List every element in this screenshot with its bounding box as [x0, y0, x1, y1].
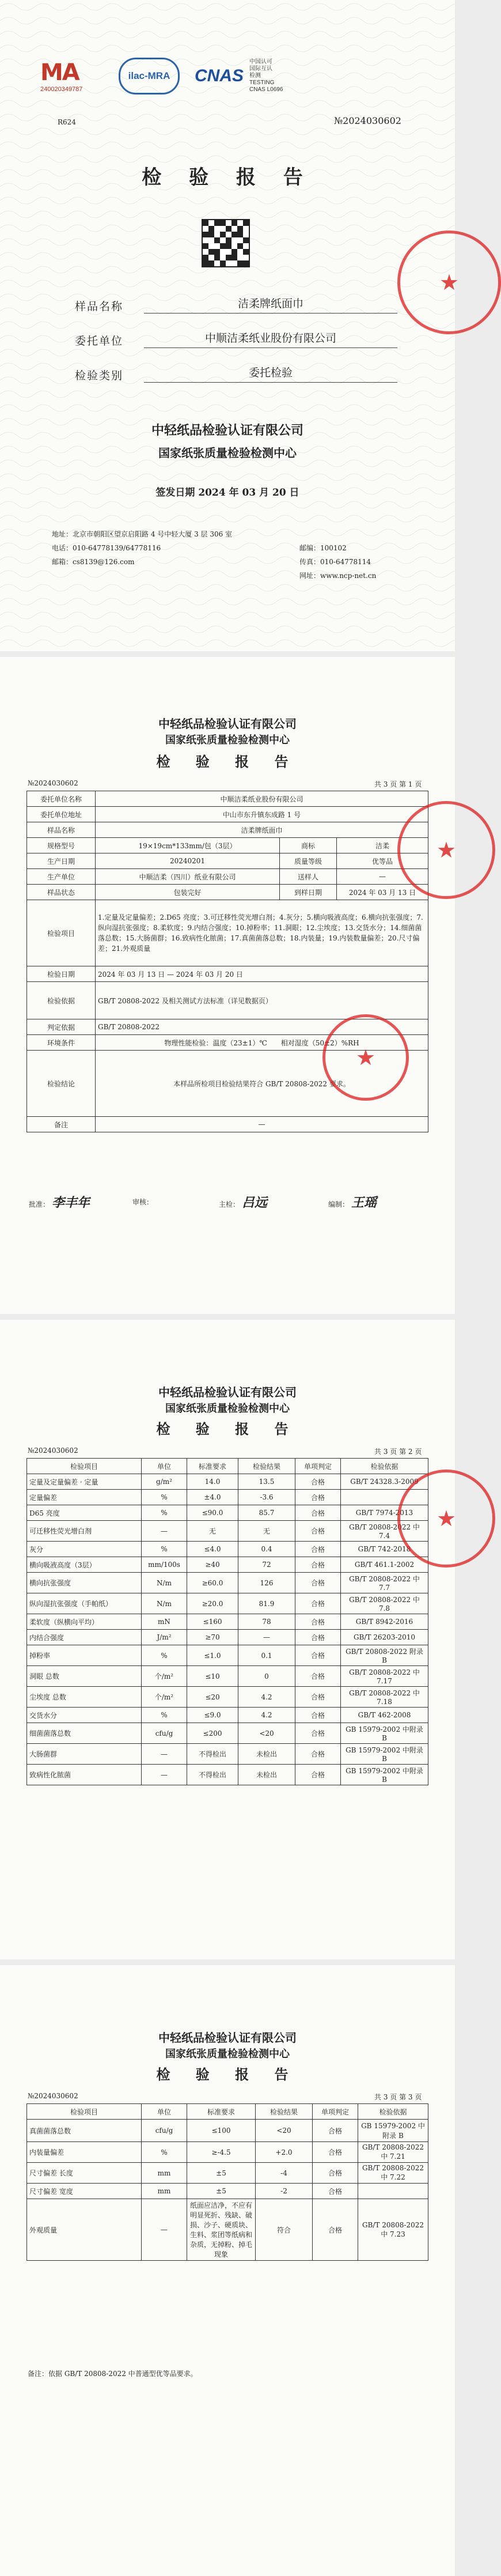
table-row — [27, 2120, 428, 2142]
table-cell: 致病性化脓菌 — [27, 1765, 142, 1785]
table-row — [27, 1505, 428, 1521]
table-cell: mm/100s — [142, 1557, 187, 1573]
table-row — [27, 1708, 428, 1723]
table-cell: % — [142, 2142, 187, 2163]
table-row — [27, 2184, 428, 2199]
qr-code — [202, 219, 250, 267]
table-cell: 大肠菌群 — [27, 1744, 142, 1765]
table-cell: GB 15979-2002 中附录 B — [341, 1723, 428, 1744]
table-cell: 合格 — [295, 1521, 341, 1542]
table-cell: 外观质量 — [27, 2199, 142, 2261]
table-cell: 合格 — [295, 1765, 341, 1785]
table-cell: GB/T 462-2008 — [341, 1708, 428, 1723]
table-cell: ≥60.0 — [187, 1573, 238, 1593]
table-cell: 无 — [187, 1521, 238, 1542]
table-cell: N/m — [142, 1593, 187, 1614]
table-row: 检验日期 2024 年 03 月 13 日 — 2024 年 03 月 20 日 — [27, 966, 428, 982]
table-cell: N/m — [142, 1573, 187, 1593]
table-row: 判定依据 GB/T 20808-2022 — [27, 1019, 428, 1035]
table-cell: 14.0 — [187, 1474, 238, 1490]
page-number: 共 3 页 第 2 页 — [374, 1448, 422, 1456]
table-cell: -2 — [256, 2184, 313, 2199]
table-row — [27, 1542, 428, 1557]
report-number: №2024030602 — [28, 779, 78, 787]
ilac-mra-logo: ilac-MRA — [119, 58, 180, 95]
table-row — [27, 1573, 428, 1593]
table-row — [27, 1666, 428, 1687]
cnas-logo: CNAS 中国认可 国际互认 检测 TESTING CNAS L0696 — [195, 59, 283, 93]
table-cell: GB 15979-2002 中附录 B — [341, 1765, 428, 1785]
cover-page — [0, 0, 460, 651]
table-cell: GB/T 20808-2022 中 7.18 — [341, 1687, 428, 1708]
table-cell: % — [142, 1708, 187, 1723]
table-row — [27, 1630, 428, 1645]
table-cell: mN — [142, 1614, 187, 1630]
table-cell: 个/m² — [142, 1666, 187, 1687]
table-cell: mm — [142, 2163, 187, 2184]
results-table-2 — [26, 2103, 428, 2261]
table-cell: 纸面应洁净，不应有明显死折、残缺、破损、沙子、硬质块、生料、浆团等纸病和杂质，无掉粉、掉毛现象 — [187, 2199, 256, 2261]
table-cell: cfu/g — [142, 2120, 187, 2142]
table-row — [27, 1645, 428, 1666]
table-row: 检验项目 1.定量及定量偏差；2.D65 亮度；3.可迁移性荧光增白剂；4.灰分；5.横向吸液高度；6.横向抗张强度；7.纵向湿抗张强度；8.柔软度；9.内结合强度；10.掉粉率；11.洞眼；12.尘埃度；13.交货水分；14.细菌菌落总数；15.大肠菌群；16.致病性化脓菌；17.真菌菌落总数；18.内装量；19.内装数量偏差；20.尺寸偏差；21.外观质量 — [27, 900, 428, 966]
report-page-2 — [0, 1320, 455, 1959]
table-cell: 内装量偏差 — [27, 2142, 142, 2163]
code-left: R624 — [58, 118, 76, 126]
table-cell: 合格 — [295, 1666, 341, 1687]
signature-review: 审核： — [132, 1198, 154, 1206]
table-cell: 横向吸液高度（3层） — [27, 1557, 142, 1573]
table-cell: ≥20.0 — [187, 1593, 238, 1614]
table-cell: GB/T 8942-2016 — [341, 1614, 428, 1630]
table-cell: -3.6 — [238, 1490, 295, 1505]
table-cell — [358, 2184, 428, 2199]
table-cell: 合格 — [313, 2199, 358, 2261]
table-cell: 未检出 — [238, 1765, 295, 1785]
table-cell: 81.9 — [238, 1593, 295, 1614]
table-row — [27, 2142, 428, 2163]
table-row: 委托单位地址 中山市东升镇东成路 1 号 — [27, 807, 428, 822]
table-cell: 洞眼 总数 — [27, 1666, 142, 1687]
official-seal-stamp: ★ — [397, 801, 495, 899]
table-cell: 0.1 — [238, 1645, 295, 1666]
table-row: 规格型号 19×19cm*133mm/包（3层） 商标 洁柔 — [27, 838, 428, 853]
table-row: 检验依据 GB/T 20808-2022 及相关测试方法标准（详见数据页） — [27, 982, 428, 1019]
table-row — [27, 1687, 428, 1708]
table-cell: 0 — [238, 1666, 295, 1687]
accreditation-logos — [40, 58, 283, 95]
report-page-1 — [0, 657, 455, 1314]
table-cell: 合格 — [295, 1614, 341, 1630]
table-cell: 合格 — [295, 1474, 341, 1490]
table-cell: 126 — [238, 1573, 295, 1593]
table-cell: GB/T 20808-2022 中 7.4 — [341, 1521, 428, 1542]
table-row — [27, 1765, 428, 1785]
table-row: 生产日期 20240201 质量等级 优等品 — [27, 853, 428, 869]
table-cell: — — [142, 1521, 187, 1542]
table-cell: 横向抗张强度 — [27, 1573, 142, 1593]
table-cell: ≤160 — [187, 1614, 238, 1630]
table-cell: % — [142, 1505, 187, 1521]
address-left: 地址：北京市朝阳区望京启阳路 4 号中轻大厦 3 层 306 室 电话：010-64778139/64778116 邮箱：cs8139@126.com — [52, 530, 233, 566]
table-cell: GB/T 20808-2022 中 7.8 — [341, 1593, 428, 1614]
table-row — [27, 1614, 428, 1630]
table-cell: 灰分 — [27, 1542, 142, 1557]
report-number: №2024030602 — [28, 1446, 78, 1455]
table-cell: ≤100 — [187, 2120, 256, 2142]
table-cell: 定量及定量偏差 · 定量 — [27, 1474, 142, 1490]
table-cell: 72 — [238, 1557, 295, 1573]
table-cell: — — [142, 1765, 187, 1785]
table-cell: 合格 — [295, 1490, 341, 1505]
table-cell: 尘埃度 总数 — [27, 1687, 142, 1708]
table-cell: ≤10 — [187, 1666, 238, 1687]
table-cell: ≤200 — [187, 1723, 238, 1744]
table-cell: 合格 — [313, 2184, 358, 2199]
table-cell: 13.5 — [238, 1474, 295, 1490]
table-header: 检验项目 单位 标准要求 检验结果 单项判定 检验依据 — [27, 2104, 428, 2120]
table-row: 样品状态 包装完好 到样日期 2024 年 03 月 13 日 — [27, 885, 428, 900]
table-cell: 85.7 — [238, 1505, 295, 1521]
table-cell: 合格 — [313, 2142, 358, 2163]
org-name: 中轻纸品检验认证有限公司 — [158, 717, 297, 731]
table-cell: GB 15979-2002 中附录 B — [341, 1744, 428, 1765]
report-number: №2024030602 — [334, 115, 401, 126]
table-cell: ≥70 — [187, 1630, 238, 1645]
table-cell: GB/T 20808-2022 中 7.17 — [341, 1666, 428, 1687]
table-cell: % — [142, 1490, 187, 1505]
table-row: 备注 — — [27, 1117, 428, 1132]
table-cell: GB/T 461.1-2002 — [341, 1557, 428, 1573]
table-cell: — — [238, 1630, 295, 1645]
page-title: 检 验 报 告 — [142, 166, 313, 189]
note: 备注：依据 GB/T 20808-2022 中普通型优等品要求。 — [28, 2370, 198, 2378]
table-cell: ≥-4.5 — [187, 2142, 256, 2163]
table-cell: 合格 — [313, 2163, 358, 2184]
table-row: 委托单位名称 中顺洁柔纸业股份有限公司 — [27, 791, 428, 807]
table-row — [27, 1744, 428, 1765]
table-cell: <20 — [256, 2120, 313, 2142]
table-row — [27, 1474, 428, 1490]
table-cell: GB/T 7974-2013 — [341, 1505, 428, 1521]
field-client: 委托单位 中顺洁柔纸业股份有限公司 — [75, 323, 397, 348]
table-cell: 不得检出 — [187, 1765, 238, 1785]
table-cell: % — [142, 1542, 187, 1557]
table-cell: 合格 — [295, 1687, 341, 1708]
table-cell: mm — [142, 2184, 187, 2199]
table-row: 检验结论 本样品所检项目检验结果符合 GB/T 20808-2022 要求。 — [27, 1051, 428, 1117]
table-cell: GB/T 20808-2022 中 7.7 — [341, 1573, 428, 1593]
table-cell: ≥40 — [187, 1557, 238, 1573]
table-cell: ±5 — [187, 2184, 256, 2199]
org-name: 中轻纸品检验认证有限公司 — [151, 423, 303, 438]
official-seal-stamp: ★ — [397, 1470, 495, 1567]
table-cell: 78 — [238, 1614, 295, 1630]
table-cell: -4 — [256, 2163, 313, 2184]
table-row — [27, 1723, 428, 1744]
report-page-3 — [0, 1965, 455, 2576]
table-cell: 个/m² — [142, 1687, 187, 1708]
official-seal-stamp: ★ — [397, 231, 501, 334]
table-cell: 纵向湿抗张强度（手帕纸） — [27, 1593, 142, 1614]
table-cell: 定量偏差 — [27, 1490, 142, 1505]
table-cell: 合格 — [295, 1744, 341, 1765]
table-row — [27, 1593, 428, 1614]
org-center-name: 国家纸张质量检验检测中心 — [165, 1403, 290, 1415]
org-name: 中轻纸品检验认证有限公司 — [158, 1385, 297, 1399]
org-center-name: 国家纸张质量检验检测中心 — [165, 734, 290, 746]
table-cell: — — [142, 2199, 187, 2261]
table-cell: 合格 — [295, 1645, 341, 1666]
table-cell: GB 15979-2002 中附录 B — [358, 2120, 428, 2142]
table-cell: 符合 — [256, 2199, 313, 2261]
issue-date: 签发日期 2024 年 03 月 20 日 — [155, 487, 299, 498]
table-cell: 掉粉率 — [27, 1645, 142, 1666]
table-cell: 真菌菌落总数 — [27, 2120, 142, 2142]
table-cell: 合格 — [295, 1557, 341, 1573]
table-cell: cfu/g — [142, 1723, 187, 1744]
table-row: 样品名称 洁柔牌纸面巾 — [27, 822, 428, 838]
table-cell: +2.0 — [256, 2142, 313, 2163]
table-cell: GB/T 26203-2010 — [341, 1630, 428, 1645]
table-cell: D65 亮度 — [27, 1505, 142, 1521]
table-row: 环境条件 物理性能检验：温度（23±1）℃ 相对湿度（50±2）%RH — [27, 1035, 428, 1051]
table-cell: ≤1.0 — [187, 1645, 238, 1666]
table-header: 检验项目 单位 标准要求 检验结果 单项判定 检验依据 — [27, 1459, 428, 1474]
table-cell: 柔软度（纵横向平均） — [27, 1614, 142, 1630]
page-number: 共 3 页 第 1 页 — [374, 780, 422, 788]
inspection-seal-stamp: ★ — [322, 1014, 409, 1101]
signature-inspector: 主检： 吕远 — [219, 1195, 267, 1210]
org-name: 中轻纸品检验认证有限公司 — [158, 2031, 297, 2045]
table-row — [27, 1490, 428, 1505]
field-category: 检验类别 委托检验 — [75, 357, 397, 383]
table-cell: 尺寸偏差 长度 — [27, 2163, 142, 2184]
table-cell: 未检出 — [238, 1744, 295, 1765]
page-title: 检 验 报 告 — [156, 1421, 299, 1437]
signature-compiler: 编制： 王瑶 — [328, 1195, 377, 1210]
table-cell: 合格 — [295, 1542, 341, 1557]
table-cell: GB/T 24328.3-2009 — [341, 1474, 428, 1490]
table-cell: ±5 — [187, 2163, 256, 2184]
table-cell: GB/T 742-2018 — [341, 1542, 428, 1557]
table-cell: GB/T 20808-2022 中 7.21 — [358, 2142, 428, 2163]
table-cell: GB/T 20808-2022 中 7.22 — [358, 2163, 428, 2184]
page-title: 检 验 报 告 — [156, 753, 299, 770]
table-cell: 合格 — [313, 2120, 358, 2142]
table-cell: J/m² — [142, 1630, 187, 1645]
results-table-1 — [26, 1458, 428, 1785]
table-cell: ≤20 — [187, 1687, 238, 1708]
table-cell: ≤9.0 — [187, 1708, 238, 1723]
org-center-name: 国家纸张质量检验检测中心 — [158, 446, 297, 460]
field-sample-name: 样品名称 洁柔牌纸面巾 — [75, 288, 397, 313]
table-cell: 可迁移性荧光增白剂 — [27, 1521, 142, 1542]
table-cell: 合格 — [295, 1630, 341, 1645]
table-cell: 合格 — [295, 1723, 341, 1744]
table-cell: 0.4 — [238, 1542, 295, 1557]
table-cell: 细菌菌落总数 — [27, 1723, 142, 1744]
table-cell: ≤90.0 — [187, 1505, 238, 1521]
address-right: 邮编：100102 传真：010-64778114 网址：www.ncp-net.cn — [299, 544, 377, 580]
signature-approve: 批准： 李丰年 — [29, 1195, 90, 1210]
report-number: №2024030602 — [28, 2092, 78, 2100]
table-cell: <20 — [238, 1723, 295, 1744]
table-row — [27, 1521, 428, 1542]
page-title: 检 验 报 告 — [156, 2066, 299, 2083]
table-row — [27, 2199, 428, 2261]
table-row: 生产单位 中顺洁柔（四川）纸业有限公司 送样人 — — [27, 869, 428, 885]
table-cell: 不得检出 — [187, 1744, 238, 1765]
table-cell: 4.2 — [238, 1708, 295, 1723]
table-row — [27, 2163, 428, 2184]
table-cell: ±4.0 — [187, 1490, 238, 1505]
table-cell: 合格 — [295, 1573, 341, 1593]
table-cell: ≤4.0 — [187, 1542, 238, 1557]
table-cell: g/m² — [142, 1474, 187, 1490]
table-cell: 无 — [238, 1521, 295, 1542]
table-cell: 合格 — [295, 1708, 341, 1723]
table-cell: 交货水分 — [27, 1708, 142, 1723]
org-center-name: 国家纸张质量检验检测中心 — [165, 2048, 290, 2060]
cma-logo: MA 240020349787 — [40, 59, 83, 93]
page-number: 共 3 页 第 3 页 — [374, 2093, 422, 2101]
table-cell: % — [142, 1645, 187, 1666]
table-cell: 4.2 — [238, 1687, 295, 1708]
table-cell: 合格 — [295, 1593, 341, 1614]
table-cell: GB/T 20808-2022 附录 B — [341, 1645, 428, 1666]
table-cell: 内结合强度 — [27, 1630, 142, 1645]
table-cell: 尺寸偏差 宽度 — [27, 2184, 142, 2199]
table-row — [27, 1557, 428, 1573]
table-cell: GB/T 20808-2022 中 7.23 — [358, 2199, 428, 2261]
table-cell: 合格 — [295, 1505, 341, 1521]
table-cell: — — [142, 1744, 187, 1765]
